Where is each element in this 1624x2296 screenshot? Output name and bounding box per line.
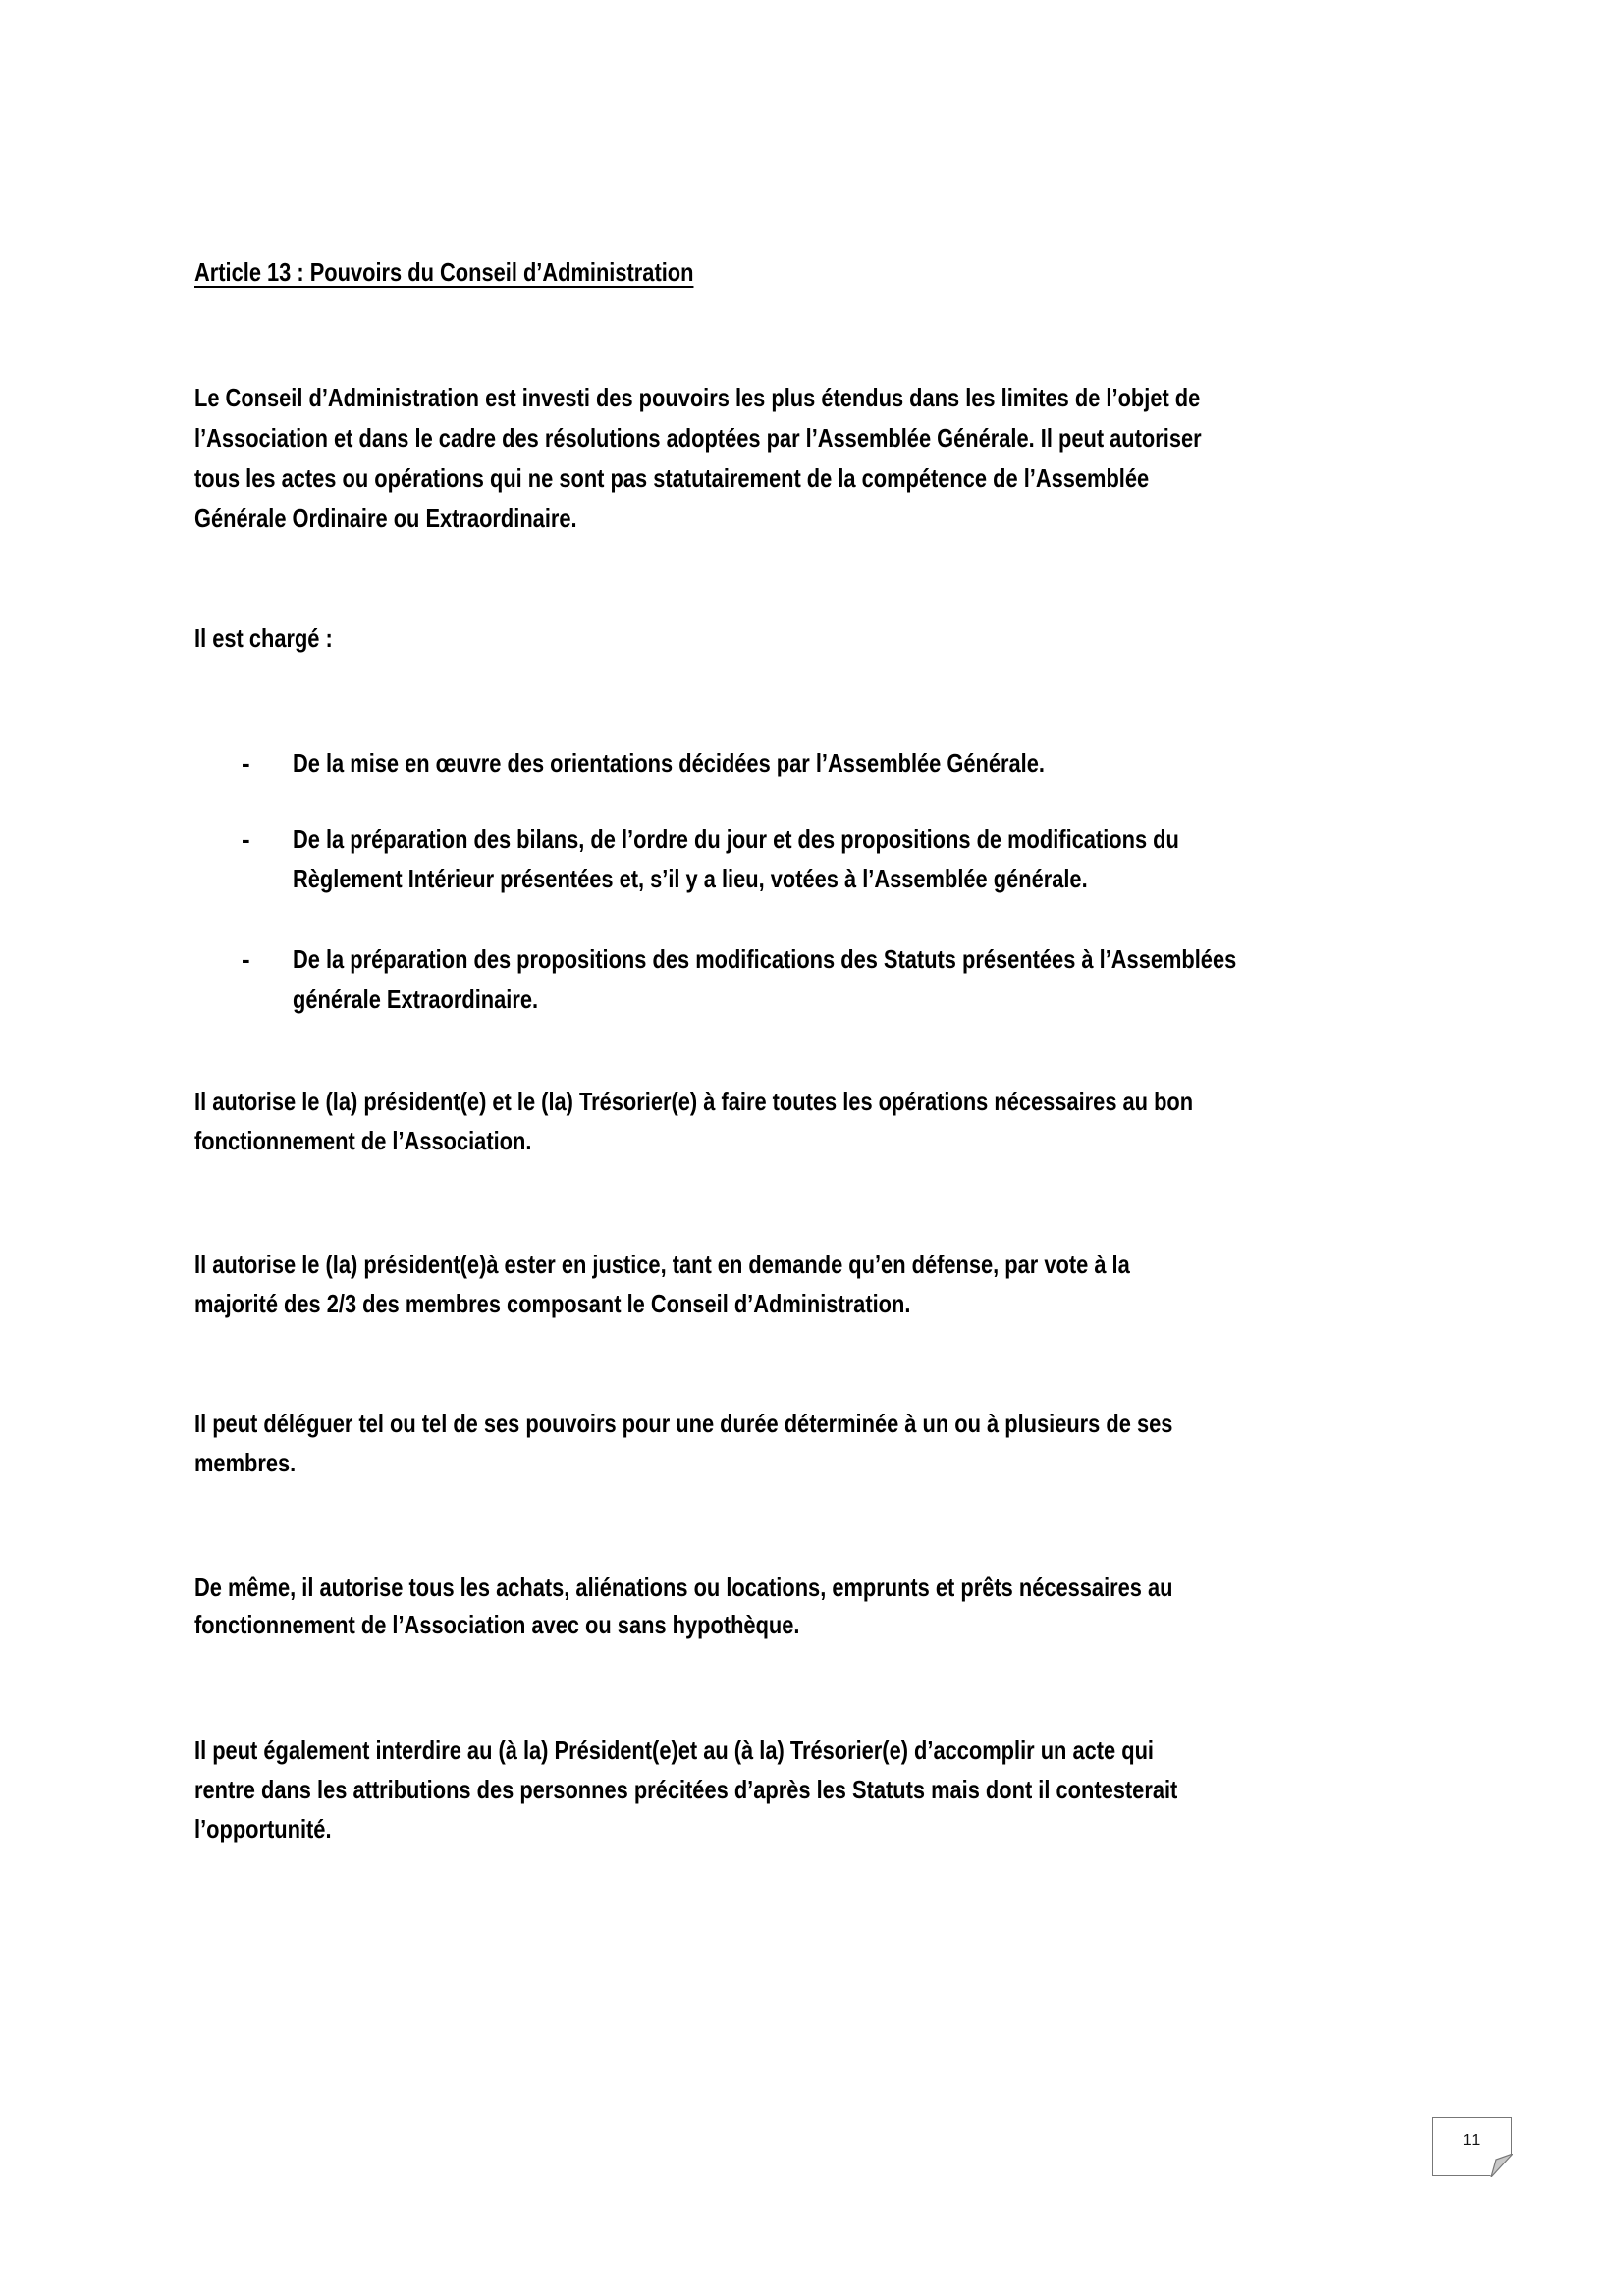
text-line: générale Extraordinaire.: [293, 985, 539, 1014]
folded-corner-icon: [1489, 2154, 1513, 2177]
page-number-box: [1432, 2117, 1512, 2176]
text-line: Il peut également interdire au (à la) Président(e)et au (à la) Trésorier(e) d’accomplir un acte qui: [194, 1735, 1154, 1765]
text-line: l’opportunité.: [194, 1814, 332, 1843]
text-line: tous les actes ou opérations qui ne sont pas statutairement de la compétence de l’Assemblée: [194, 463, 1150, 493]
text-line: rentre dans les attributions des personnes précitées d’après les Statuts mais dont il contesterait: [194, 1775, 1178, 1804]
bullet-dash: -: [242, 944, 250, 974]
text-line: De même, il autorise tous les achats, aliénations ou locations, emprunts et prêts nécessaires au: [194, 1573, 1173, 1602]
text-line: Le Conseil d’Administration est investi des pouvoirs les plus étendus dans les limites de l’objet de: [194, 383, 1201, 412]
article-title: Article 13 : Pouvoirs du Conseil d’Administration: [194, 257, 694, 287]
page-number: 11: [1462, 2132, 1482, 2149]
charge-intro: Il est chargé :: [194, 623, 333, 653]
text-line: Il autorise le (la) président(e)à ester en justice, tant en demande qu’en défense, par vote à la: [194, 1250, 1130, 1279]
text-line: membres.: [194, 1448, 297, 1477]
text-line: Il autorise le (la) président(e) et le (la) Trésorier(e) à faire toutes les opérations nécessaires au bon: [194, 1087, 1194, 1116]
bullet-dash: -: [242, 825, 250, 854]
text-line: Il peut déléguer tel ou tel de ses pouvoirs pour une durée déterminée à un ou à plusieurs de ses: [194, 1409, 1173, 1438]
text-line: Règlement Intérieur présentées et, s’il y a lieu, votées à l’Assemblée générale.: [293, 864, 1088, 893]
bullet-dash: -: [242, 748, 250, 777]
text-line: fonctionnement de l’Association.: [194, 1126, 532, 1155]
text-line: De la préparation des bilans, de l’ordre du jour et des propositions de modifications du: [293, 825, 1179, 854]
text-line: De la préparation des propositions des modifications des Statuts présentées à l’Assemblées: [293, 944, 1237, 974]
text-line: Générale Ordinaire ou Extraordinaire.: [194, 504, 577, 533]
text-line: De la mise en œuvre des orientations décidées par l’Assemblée Générale.: [293, 748, 1045, 777]
text-line: fonctionnement de l’Association avec ou sans hypothèque.: [194, 1610, 800, 1639]
text-line: majorité des 2/3 des membres composant le Conseil d’Administration.: [194, 1289, 911, 1318]
text-line: l’Association et dans le cadre des résolutions adoptées par l’Assemblée Générale. Il peut autoriser: [194, 423, 1202, 453]
